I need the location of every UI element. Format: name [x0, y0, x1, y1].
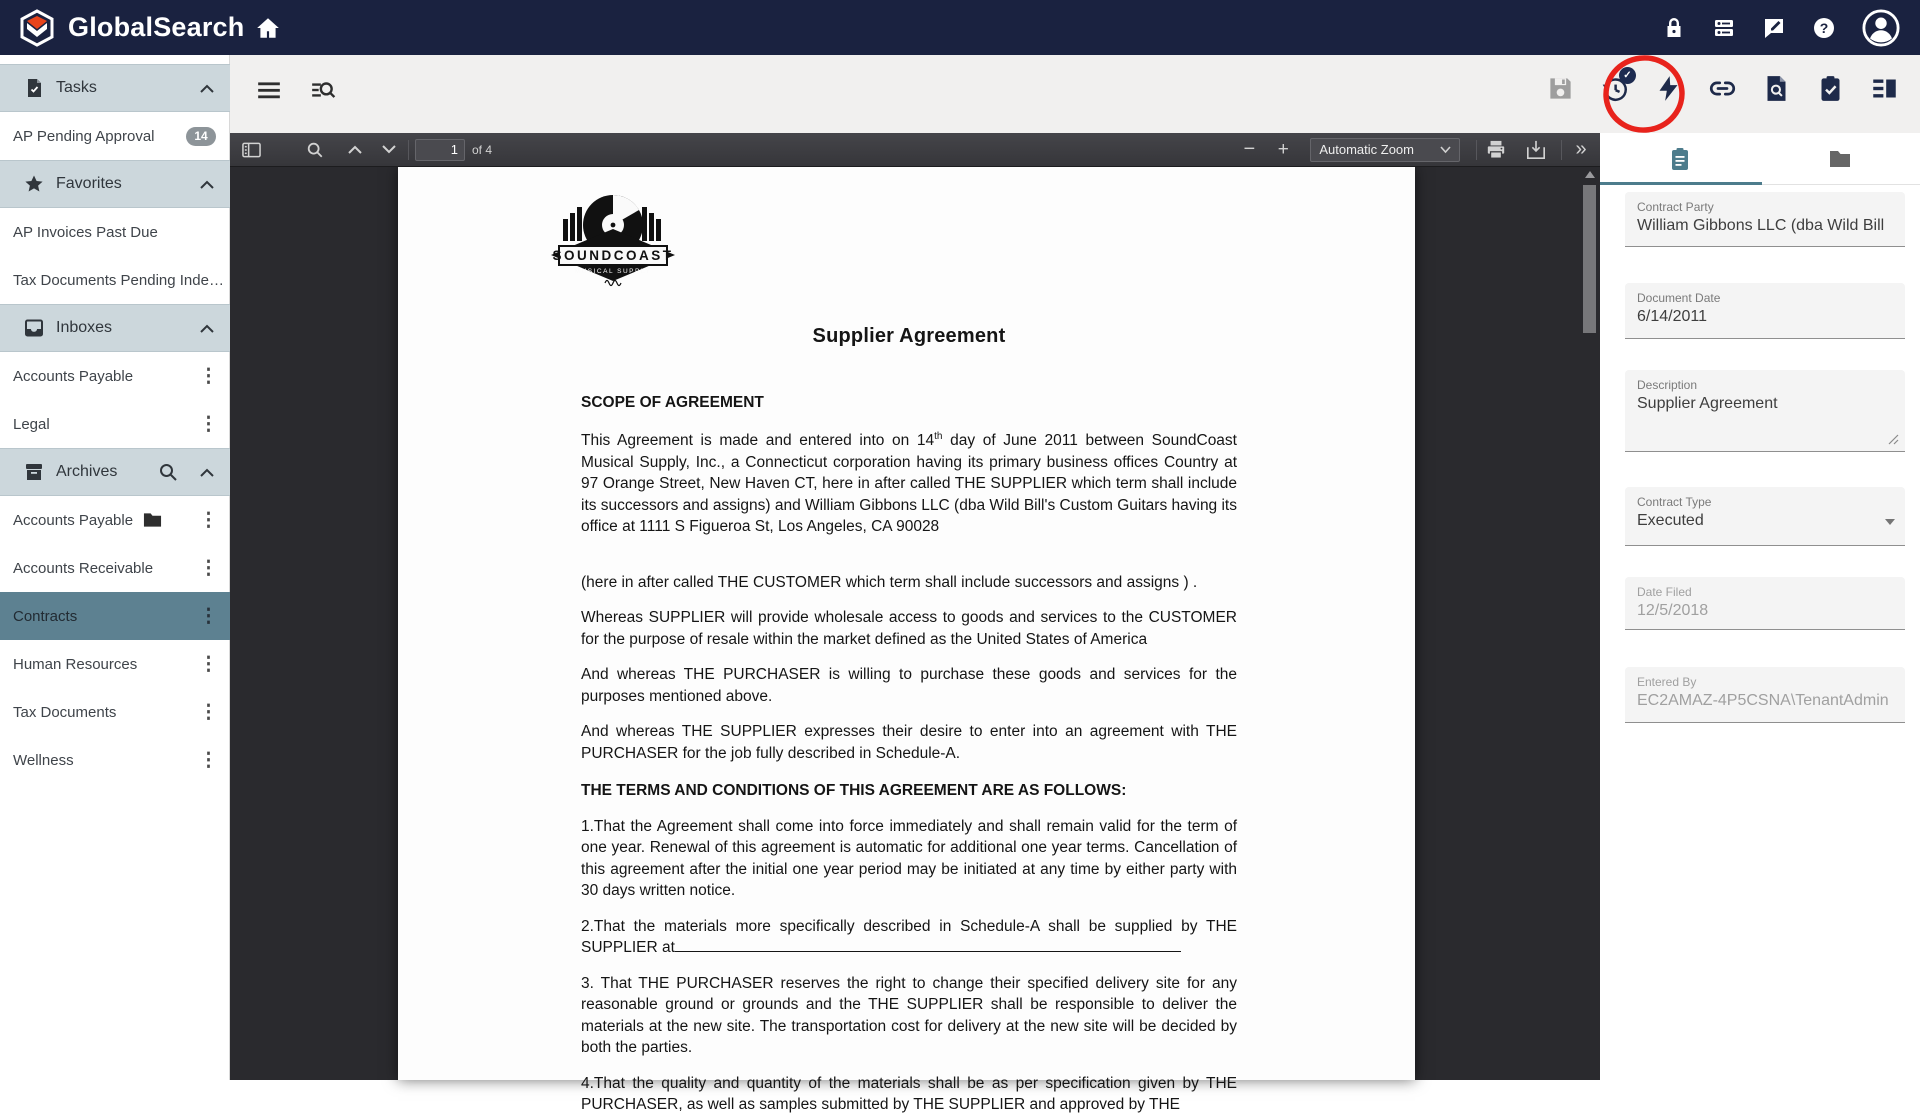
blank-fill-line: [675, 951, 1181, 952]
field-label: Description: [1637, 378, 1698, 392]
sidebar-item-tax-documents-pending[interactable]: [0, 256, 230, 304]
field-value: Executed: [1637, 512, 1704, 529]
brand: [0, 7, 244, 49]
kebab-menu-icon[interactable]: ⋮: [199, 413, 218, 435]
field-value: Supplier Agreement: [1637, 395, 1778, 412]
item-label: Wellness: [13, 751, 74, 769]
task-document-icon: [24, 78, 44, 98]
kebab-menu-icon[interactable]: ⋮: [199, 701, 218, 723]
document-search-icon[interactable]: [1763, 75, 1790, 102]
sidebar-section-inboxes[interactable]: [0, 304, 230, 352]
kebab-menu-icon[interactable]: ⋮: [199, 653, 218, 675]
kebab-menu-icon[interactable]: ⋮: [199, 605, 218, 627]
zoom-in-icon[interactable]: +: [1277, 138, 1289, 160]
item-label: Legal: [13, 415, 50, 433]
modules-icon[interactable]: [1712, 16, 1736, 40]
sidebar-item-archive-accounts-payable[interactable]: [0, 496, 230, 544]
item-label: Tax Documents: [13, 703, 117, 721]
field-label: Date Filed: [1637, 585, 1692, 599]
active-tab-underline: [1600, 182, 1762, 185]
paragraph: 3. That THE PURCHASER reserves the right to change their specified delivery site for any reasonable ground or grounds and the THE SUPPLIER shall be responsible to deliver the materials at the new site. The transportation cost for delivery at the new site will be decided by both the parties.: [581, 974, 1237, 1057]
paragraph: 1.That the Agreement shall come into force immediately and shall remain valid for the term of one year. Renewal of this agreement is automatic for additional one year terms. Cancellation of this agreement after the initial one year period may be initiated at any time by either party with 30 days written notice.: [581, 817, 1237, 900]
item-label: Human Resources: [13, 655, 138, 673]
count-badge: 14: [186, 127, 216, 146]
toggle-sidebar-icon[interactable]: [238, 137, 264, 163]
folder-icon: [1828, 147, 1852, 171]
zoom-out-icon[interactable]: −: [1243, 138, 1256, 160]
chevron-up-icon[interactable]: [200, 468, 214, 477]
zoom-select[interactable]: [1310, 138, 1460, 162]
item-label: AP Pending Approval: [13, 127, 155, 145]
svg-text:?: ?: [1819, 19, 1829, 36]
lock-icon[interactable]: [1662, 16, 1686, 40]
paragraph: And whereas THE PURCHASER is willing to purchase these goods and services for the purposes mentioned above.: [581, 666, 1237, 705]
sidebar-item-ap-pending-approval[interactable]: [0, 112, 230, 160]
document-title: Supplier Agreement: [812, 325, 1006, 347]
item-label: Tax Documents Pending Inde…: [13, 271, 224, 289]
chevron-up-icon[interactable]: [200, 180, 214, 189]
pdf-viewer: [230, 167, 1600, 1114]
folder-icon: [143, 512, 162, 528]
section-label: Inboxes: [56, 319, 113, 336]
resize-handle-icon[interactable]: [1887, 433, 1899, 445]
kebab-menu-icon[interactable]: ⋮: [199, 557, 218, 579]
paragraph: 4.That the quality and quantity of the materials shall be as per specification given by THE PURCHASER, as well as samples submitted by THE SUPPLIER and approved by THE: [581, 1074, 1237, 1114]
folder-tab[interactable]: [1760, 133, 1920, 184]
sidebar-item-inbox-legal[interactable]: [0, 400, 230, 448]
field-document-date[interactable]: [1625, 283, 1905, 339]
field-entered-by: [1625, 667, 1905, 723]
field-value: William Gibbons LLC (dba Wild Bill: [1637, 217, 1885, 234]
page-number-input[interactable]: [415, 139, 465, 161]
section-label: Tasks: [56, 79, 97, 96]
kebab-menu-icon[interactable]: ⋮: [199, 365, 218, 387]
section-label: Archives: [56, 463, 118, 480]
sidebar-item-archive-accounts-receivable[interactable]: [0, 544, 230, 592]
sidebar-item-archive-human-resources[interactable]: [0, 640, 230, 688]
sidebar-item-archive-contracts[interactable]: [0, 592, 230, 640]
panel-tabs: [1600, 133, 1920, 185]
pdf-viewer-toolbar: [230, 133, 1600, 167]
field-description[interactable]: [1625, 370, 1905, 452]
terms-heading: THE TERMS AND CONDITIONS OF THIS AGREEMENT ARE AS FOLLOWS:: [581, 782, 1127, 800]
kebab-menu-icon[interactable]: ⋮: [199, 749, 218, 771]
item-label: Contracts: [13, 607, 78, 625]
sidebar-item-inbox-accounts-payable[interactable]: [0, 352, 230, 400]
menu-icon[interactable]: [256, 77, 282, 103]
field-label: Contract Party: [1637, 200, 1714, 214]
chevron-up-icon[interactable]: [200, 324, 214, 333]
field-contract-type[interactable]: [1625, 487, 1905, 546]
paragraph: Whereas SUPPLIER will provide wholesale access to goods and services to the CUSTOMER for the purpose of resale within the market defined as the United States of America: [581, 609, 1237, 648]
archive-search-icon[interactable]: [158, 462, 178, 482]
download-icon[interactable]: [1523, 137, 1549, 163]
next-page-icon[interactable]: [376, 137, 402, 163]
help-icon[interactable]: [1812, 16, 1836, 40]
item-label: Accounts Payable: [13, 511, 134, 529]
index-fields-tab[interactable]: [1600, 133, 1760, 184]
zoom-value: Automatic Zoom: [1319, 142, 1414, 157]
previous-page-icon[interactable]: [342, 137, 368, 163]
sidebar-item-archive-wellness[interactable]: [0, 736, 230, 784]
header-actions: [1662, 0, 1920, 55]
dropdown-caret-icon[interactable]: [1885, 519, 1895, 525]
kebab-menu-icon[interactable]: ⋮: [199, 509, 218, 531]
logo-title-text: SOUNDCOAST: [552, 248, 674, 263]
field-value: EC2AMAZ-4P5CSNA\TenantAdmin: [1637, 692, 1889, 709]
item-label: AP Invoices Past Due: [13, 223, 158, 241]
star-icon: [24, 174, 44, 194]
document-toolbar: [230, 55, 1920, 133]
sidebar-section-tasks[interactable]: [0, 64, 230, 112]
item-label: Accounts Receivable: [13, 559, 154, 577]
field-label: Document Date: [1637, 291, 1721, 305]
paragraph: And whereas THE SUPPLIER expresses their desire to enter into an agreement with THE PURCHASER for the job fully described in Schedule-A.: [581, 723, 1237, 762]
brand-name: GlobalSearch: [68, 12, 245, 42]
pdf-scrollbar[interactable]: [1583, 185, 1596, 333]
field-value: 12/5/2018: [1637, 602, 1709, 619]
soundcoast-logo: [543, 191, 695, 295]
history-check-badge: ✓: [1619, 67, 1636, 84]
save-icon[interactable]: [1547, 75, 1574, 102]
sidebar-item-archive-tax-documents[interactable]: [0, 688, 230, 736]
search-results-icon[interactable]: [310, 77, 336, 103]
sidebar-item-ap-invoices-past-due[interactable]: [0, 208, 230, 256]
paragraph: 2.That the materials more specifically described in Schedule-A shall be supplied by THE SUPPLIER at: [581, 917, 1237, 957]
field-contract-party[interactable]: [1625, 192, 1905, 247]
detail-view-icon[interactable]: [1871, 75, 1898, 102]
pdf-more-tools-icon[interactable]: »: [1575, 138, 1587, 160]
quick-actions-icon[interactable]: [1655, 75, 1682, 102]
index-panel: [1600, 133, 1920, 1080]
field-value: 6/14/2011: [1637, 308, 1707, 325]
scope-heading: SCOPE OF AGREEMENT: [581, 394, 764, 411]
version-history-icon[interactable]: [1601, 70, 1632, 102]
left-sidebar: [0, 55, 230, 1080]
sidebar-section-favorites[interactable]: [0, 160, 230, 208]
field-label: Entered By: [1637, 675, 1697, 689]
field-date-filed: [1625, 577, 1905, 630]
chevron-up-icon[interactable]: [200, 84, 214, 93]
link-icon[interactable]: [1709, 75, 1736, 102]
section-label: Favorites: [56, 175, 122, 192]
item-label: Accounts Payable: [13, 367, 134, 385]
page-total-label: of 4: [472, 142, 493, 157]
svg-text:MUSICAL SUPPLY: MUSICAL SUPPLY: [574, 268, 652, 275]
field-label: Contract Type: [1637, 495, 1712, 509]
user-avatar[interactable]: [1862, 9, 1900, 47]
top-header: [0, 0, 1920, 55]
home-icon[interactable]: [254, 15, 282, 41]
sidebar-section-archives[interactable]: [0, 448, 230, 496]
pdf-search-icon[interactable]: [302, 137, 328, 163]
tasks-clipboard-icon[interactable]: [1817, 75, 1844, 102]
scrollbar-up-arrow[interactable]: [1585, 171, 1595, 178]
paragraph: (here in after called THE CUSTOMER which term shall include successors and assigns ) .: [581, 573, 1198, 591]
archive-icon: [24, 462, 44, 482]
feedback-icon[interactable]: [1762, 16, 1786, 40]
clipboard-icon: [1668, 147, 1692, 171]
pdf-page: [398, 167, 1415, 1114]
globalsearch-logo-icon: [16, 7, 58, 49]
inbox-icon: [24, 318, 44, 338]
print-icon[interactable]: [1483, 137, 1509, 163]
paragraph: This Agreement is made and entered into on 14th day of June 2011 between SoundCoast Musical Supply, Inc., a Connecticut corporation having its primary business offices Country at 97 Orange Street, New Haven CT, here in after called THE SUPPLIER which term shall include its successors and assigns) and William Gibbons LLC (dba Wild Bill's Custom Guitars having its office at 1111 S Figueroa St, Los Angeles, CA 90028: [581, 431, 1237, 536]
